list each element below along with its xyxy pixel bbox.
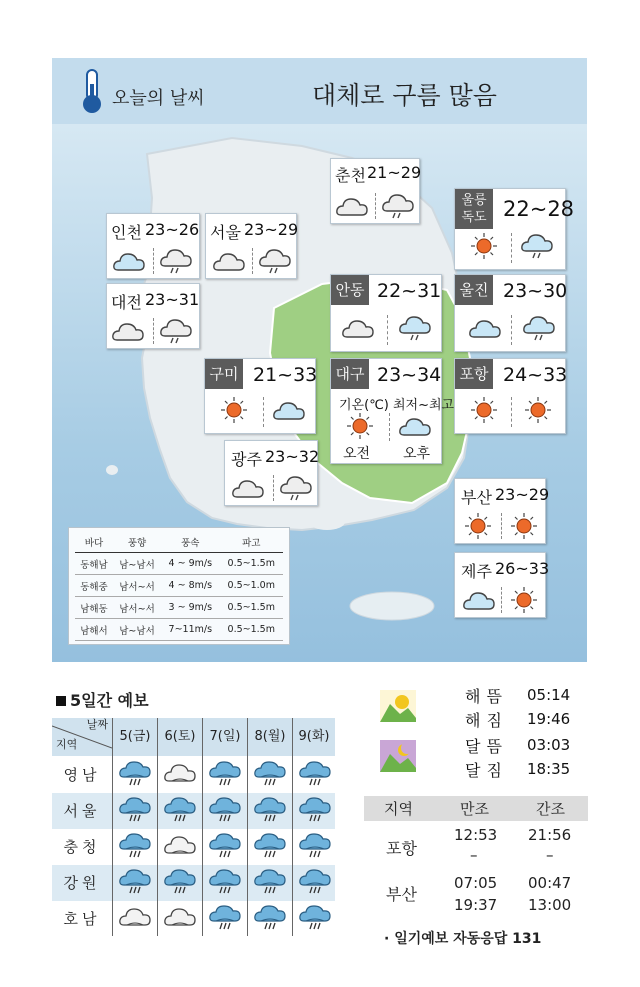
city-name: 대구 xyxy=(331,359,369,389)
high-tide-time: 07:05 xyxy=(454,874,498,892)
region-label: 호남 xyxy=(63,910,101,928)
rain-icon xyxy=(162,869,198,897)
region-label: 강원 xyxy=(63,874,101,892)
table-grid xyxy=(52,718,335,936)
rain-icon xyxy=(252,833,288,861)
rain-icon xyxy=(297,797,333,825)
tide-region: 부산 xyxy=(386,885,417,904)
page-title: 오늘의 날씨 xyxy=(112,88,205,109)
cloudy-icon xyxy=(162,833,198,861)
wind-direction: 남~남서 xyxy=(113,619,161,641)
city-temp: 23~29 xyxy=(495,485,550,504)
rain-icon xyxy=(117,833,153,861)
tide-region-header: 지역 xyxy=(384,800,413,818)
day-header: 6(토) xyxy=(158,718,202,756)
moonset-time: 18:35 xyxy=(527,760,571,778)
city-name: 안동 xyxy=(331,275,369,305)
sea-name: 동해남 xyxy=(75,553,113,575)
city-temp: 26~33 xyxy=(495,559,550,578)
cloudy-icon xyxy=(117,905,153,933)
wave-height: 0.5~1.5m xyxy=(220,553,284,575)
cloudy-rain-icon xyxy=(279,475,313,501)
wind-speed-header: 풍속 xyxy=(161,532,219,553)
city-name: 울진 xyxy=(455,275,493,305)
rain-icon xyxy=(297,905,333,933)
low-tide-time: 21:56 xyxy=(528,826,572,844)
rain-icon xyxy=(207,761,243,789)
sunset-label: 해짐 xyxy=(465,711,508,730)
partly-cloudy-icon xyxy=(271,397,305,423)
low-tide-header: 간조 xyxy=(536,800,565,818)
sunrise-time: 05:14 xyxy=(527,686,571,704)
table-row xyxy=(75,575,283,597)
moonrise-time: 03:03 xyxy=(527,736,571,754)
rain-icon xyxy=(252,905,288,933)
wind-speed: 4 ~ 9m/s xyxy=(161,553,219,575)
day-header: 9(화) xyxy=(293,718,335,756)
partly-cloudy-icon xyxy=(467,315,501,341)
rain-icon xyxy=(162,797,198,825)
corner-region-label: 지역 xyxy=(56,738,78,751)
temp-legend: 기온(℃) 최저~최고 xyxy=(339,398,455,413)
high-tide-time: 19:37 xyxy=(454,896,498,914)
thermometer-icon xyxy=(80,68,104,114)
partly-cloudy-icon xyxy=(111,248,145,274)
sea-conditions-table xyxy=(68,527,290,645)
sea-name: 동해중 xyxy=(75,575,113,597)
morning-label: 오전 xyxy=(343,446,371,462)
region-label: 영남 xyxy=(63,766,101,784)
region-label: 서울 xyxy=(63,802,101,820)
five-day-forecast-table xyxy=(52,718,335,936)
wind-direction-header: 풍향 xyxy=(113,532,161,553)
moonset-icon xyxy=(380,740,416,772)
low-tide-time: – xyxy=(546,846,554,864)
rain-icon xyxy=(117,761,153,789)
moonset-label: 달짐 xyxy=(465,761,508,780)
city-temp: 22~28 xyxy=(503,197,575,221)
city-card-chuncheon xyxy=(330,158,420,224)
corner-date-label: 날짜 xyxy=(86,718,108,731)
partly-cloudy-icon xyxy=(461,587,495,613)
city-name: 부산 xyxy=(461,488,492,507)
wave-height-header: 파고 xyxy=(220,532,284,553)
partly-cloudy-rain-icon xyxy=(521,315,555,341)
city-temp: 24~33 xyxy=(503,364,568,386)
sea-name: 남해서 xyxy=(75,619,113,641)
sunny-icon xyxy=(507,513,541,539)
city-temp: 23~29 xyxy=(244,220,299,239)
rain-icon xyxy=(297,761,333,789)
rain-icon xyxy=(117,797,153,825)
city-temp: 23~31 xyxy=(145,290,200,309)
city-card-andong xyxy=(330,274,442,352)
sunny-icon xyxy=(461,513,495,539)
city-name: 포항 xyxy=(455,359,493,389)
city-card-gumi xyxy=(204,358,316,434)
rain-icon xyxy=(117,869,153,897)
sea-name: 남해동 xyxy=(75,597,113,619)
table-row xyxy=(75,619,283,641)
city-card-uljin xyxy=(454,274,566,352)
rain-icon xyxy=(297,869,333,897)
cloudy-icon xyxy=(162,905,198,933)
city-temp: 23~34 xyxy=(377,364,442,386)
low-tide-time: 13:00 xyxy=(528,896,572,914)
rain-icon xyxy=(207,905,243,933)
city-card-daegu xyxy=(330,358,455,464)
city-name: 광주 xyxy=(231,450,262,469)
cloudy-rain-icon xyxy=(159,248,193,274)
forecast-title-text: 5일간 예보 xyxy=(70,691,149,710)
city-card-seoul xyxy=(205,213,297,279)
sea-header: 바다 xyxy=(75,532,113,553)
city-temp: 22~31 xyxy=(377,280,442,302)
sunset-icon xyxy=(380,690,416,722)
rain-icon xyxy=(252,869,288,897)
city-card-ulleung xyxy=(454,188,575,270)
info-line: · 일기예보 자동응답 131 xyxy=(384,931,542,947)
cloudy-icon xyxy=(341,315,375,341)
low-tide-time: 00:47 xyxy=(528,874,572,892)
city-card-incheon xyxy=(106,213,200,279)
afternoon-label: 오후 xyxy=(403,446,431,462)
city-name: 제주 xyxy=(461,562,492,581)
city-card-gwangju xyxy=(224,440,318,506)
city-name: 대전 xyxy=(111,293,142,312)
cloudy-icon xyxy=(212,248,246,274)
cloudy-icon xyxy=(111,318,145,344)
sunny-icon xyxy=(217,397,251,423)
rain-icon xyxy=(297,833,333,861)
city-temp: 23~26 xyxy=(145,220,200,239)
day-header: 8(월) xyxy=(248,718,292,756)
table-row xyxy=(75,597,283,619)
partly-cloudy-icon xyxy=(397,413,431,439)
sunny-icon xyxy=(467,233,501,259)
wind-direction: 남서~서 xyxy=(113,597,161,619)
rain-icon xyxy=(252,797,288,825)
square-bullet-icon xyxy=(56,696,66,706)
moonrise-label: 달뜸 xyxy=(465,737,508,756)
cloudy-icon xyxy=(162,761,198,789)
day-header: 5(금) xyxy=(113,718,157,756)
wind-direction: 남~남서 xyxy=(113,553,161,575)
city-name: 서울 xyxy=(210,223,241,242)
wind-speed: 4 ~ 8m/s xyxy=(161,575,219,597)
rain-icon xyxy=(252,761,288,789)
partly-cloudy-rain-icon xyxy=(397,315,431,341)
sunny-icon xyxy=(507,587,541,613)
wind-speed: 3 ~ 9m/s xyxy=(161,597,219,619)
region-label: 충청 xyxy=(63,838,101,856)
sunny-icon xyxy=(521,397,555,423)
city-name: 구미 xyxy=(205,359,243,389)
rain-icon xyxy=(207,869,243,897)
high-tide-time: 12:53 xyxy=(454,826,498,844)
high-tide-header: 만조 xyxy=(460,800,489,818)
sunny-icon xyxy=(467,397,501,423)
wind-direction: 남서~서 xyxy=(113,575,161,597)
city-temp: 21~29 xyxy=(367,163,422,182)
high-tide-time: – xyxy=(470,846,478,864)
sunny-icon xyxy=(343,413,377,439)
city-temp: 23~32 xyxy=(265,447,320,466)
weather-condition: 대체로 구름 많음 xyxy=(312,81,497,110)
rain-icon xyxy=(207,833,243,861)
city-temp: 23~30 xyxy=(503,280,568,302)
rain-icon xyxy=(207,797,243,825)
city-name: 인천 xyxy=(111,223,142,242)
cloudy-rain-icon xyxy=(258,248,292,274)
wave-height: 0.5~1.5m xyxy=(220,619,284,641)
wave-height: 0.5~1.5m xyxy=(220,597,284,619)
wave-height: 0.5~1.0m xyxy=(220,575,284,597)
cloudy-rain-icon xyxy=(159,318,193,344)
cloudy-rain-icon xyxy=(381,193,415,219)
cloudy-icon xyxy=(231,475,265,501)
city-card-busan xyxy=(454,478,550,544)
city-temp: 21~33 xyxy=(253,364,318,386)
city-card-jeju xyxy=(454,552,550,618)
sunset-time: 19:46 xyxy=(527,710,571,728)
wind-speed: 7~11m/s xyxy=(161,619,219,641)
city-name: 춘천 xyxy=(335,166,366,185)
city-card-pohang xyxy=(454,358,566,434)
city-card-daejeon xyxy=(106,283,200,349)
cloudy-icon xyxy=(335,193,369,219)
partly-cloudy-rain-icon xyxy=(519,233,553,259)
sunrise-label: 해뜸 xyxy=(465,687,508,706)
day-header: 7(일) xyxy=(203,718,247,756)
city-name: 울릉 독도 xyxy=(455,189,493,229)
tide-region: 포항 xyxy=(386,839,417,858)
table-row xyxy=(75,553,283,575)
